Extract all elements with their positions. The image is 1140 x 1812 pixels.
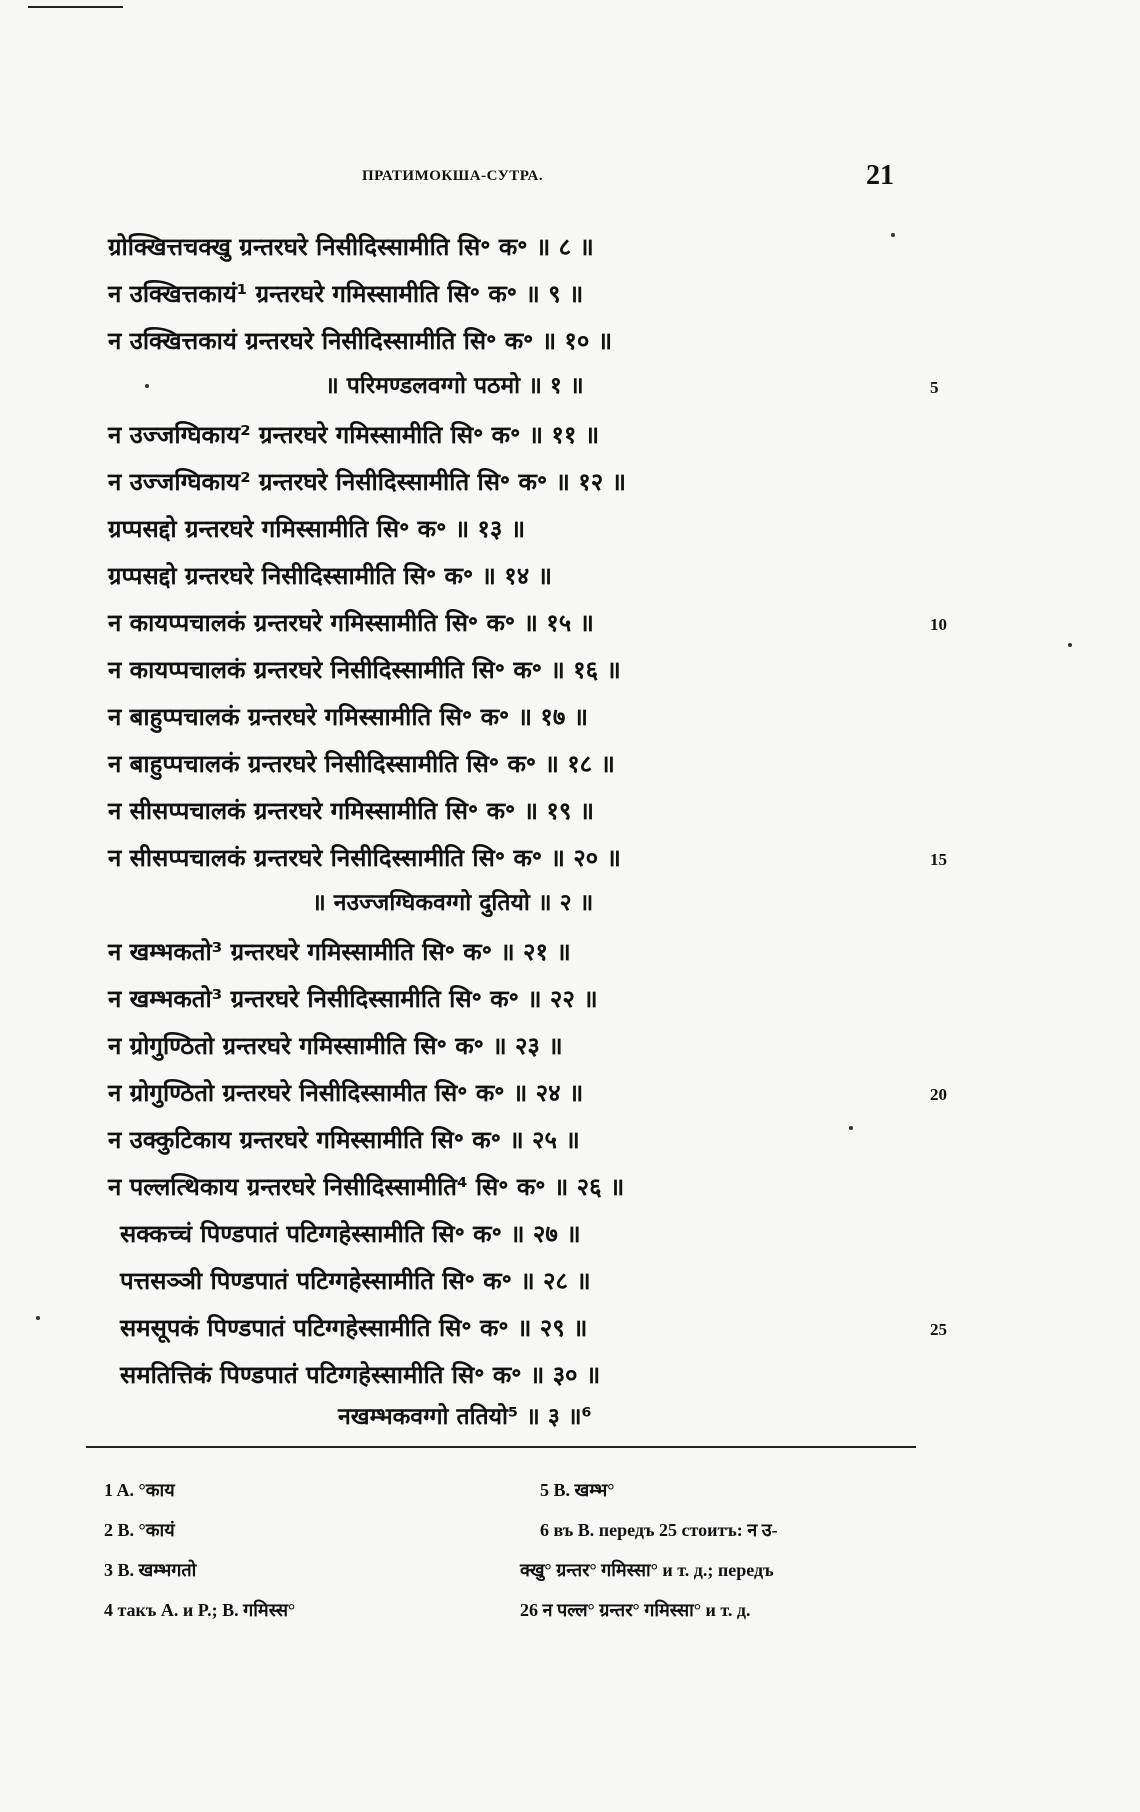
footnote: 6 въ B. передъ 25 стоитъ: न उ- xyxy=(540,1520,778,1540)
margin-line-number: 25 xyxy=(930,1320,947,1339)
footnote: 5 B. खम्भ° xyxy=(540,1480,615,1500)
section-closing-line: ॥ नउज्जग्घिकवग्गो दुतियो ॥ २ ॥ xyxy=(312,890,594,916)
text-line: न बाहुप्पचालकं ग्रन्तरघरे निसीदिस्सामीति सि॰ क॰ ॥ १८ ॥ xyxy=(108,750,615,778)
text-line: न उज्जग्घिकाय² ग्रन्तरघरे गमिस्सामीति सि॰ क॰ ॥ ११ ॥ xyxy=(108,421,600,449)
text-line: न खम्भकतो³ ग्रन्तरघरे निसीदिस्सामीति सि॰ क॰ ॥ २२ ॥ xyxy=(108,985,598,1013)
page-number: 21 xyxy=(866,160,894,191)
margin-line-number: 10 xyxy=(930,615,947,634)
text-line: न उक्कुटिकाय ग्रन्तरघरे गमिस्सामीति सि॰ क॰ ॥ २५ ॥ xyxy=(108,1126,580,1154)
text-line: न ग्रोगुण्ठितो ग्रन्तरघरे निसीदिस्सामीत सि॰ क॰ ॥ २४ ॥ xyxy=(108,1079,584,1107)
scan-speck xyxy=(891,233,895,237)
text-line: न पल्लत्थिकाय ग्रन्तरघरे निसीदिस्सामीति⁴ सि॰ क॰ ॥ २६ ॥ xyxy=(108,1173,625,1201)
text-line: न खम्भकतो³ ग्रन्तरघरे गमिस्सामीति सि॰ क॰ ॥ २१ ॥ xyxy=(108,938,571,966)
footnote-rule xyxy=(86,1446,916,1448)
footnote: 4 такъ A. и P.; B. गमिस्स° xyxy=(104,1600,296,1620)
section-closing-line: ॥ परिमण्डलवग्गो पठमो ॥ १ ॥ xyxy=(325,373,584,399)
text-line: न उज्जग्घिकाय² ग्रन्तरघरे निसीदिस्सामीति सि॰ क॰ ॥ १२ ॥ xyxy=(108,468,626,496)
text-line: ग्रप्पसद्दो ग्रन्तरघरे निसीदिस्सामीति सि॰ क॰ ॥ १४ ॥ xyxy=(108,562,552,590)
margin-line-number: 20 xyxy=(930,1085,947,1104)
text-line: ग्रोक्खित्तचक्खु ग्रन्तरघरे निसीदिस्सामीति सि॰ क॰ ॥ ८ ॥ xyxy=(108,233,594,261)
footnote: क्खु° ग्रन्तर° गमिस्सा° и т. д.; передъ xyxy=(520,1560,774,1580)
margin-line-number: 5 xyxy=(930,378,939,397)
footnote: 3 B. खम्भगतो xyxy=(104,1560,197,1580)
text-line: न ग्रोगुण्ठितो ग्रन्तरघरे गमिस्सामीति सि॰ क॰ ॥ २३ ॥ xyxy=(108,1032,563,1060)
scan-speck xyxy=(145,384,149,388)
text-line: न उक्खित्तकायं ग्रन्तरघरे निसीदिस्सामीति सि॰ क॰ ॥ १० ॥ xyxy=(108,327,613,355)
scan-speck xyxy=(1068,643,1072,647)
text-line: न उक्खित्तकायं¹ ग्रन्तरघरे गमिस्सामीति सि॰ क॰ ॥ ९ ॥ xyxy=(108,280,584,308)
scan-speck xyxy=(36,1316,40,1320)
text-line: ग्रप्पसद्दो ग्रन्तरघरे गमिस्सामीति सि॰ क॰ ॥ १३ ॥ xyxy=(108,515,526,543)
text-line: न सीसप्पचालकं ग्रन्तरघरे निसीदिस्सामीति सि॰ क॰ ॥ २० ॥ xyxy=(108,844,621,872)
text-line: न बाहुप्पचालकं ग्रन्तरघरे गमिस्सामीति सि॰ क॰ ॥ १७ ॥ xyxy=(108,703,589,731)
footnote: 1 A. °काय xyxy=(104,1480,175,1500)
text-line: न कायप्पचालकं ग्रन्तरघरे गमिस्सामीति सि॰ क॰ ॥ १५ ॥ xyxy=(108,609,594,637)
text-line: पत्तसञ्ञी पिण्डपातं पटिग्गहेस्सामीति सि॰ क॰ ॥ २८ ॥ xyxy=(120,1267,591,1295)
text-line: सक्कच्चं पिण्डपातं पटिग्गहेस्सामीति सि॰ क॰ ॥ २७ ॥ xyxy=(120,1220,581,1248)
running-title: ПРАТИМОКША-СУТРА. xyxy=(362,168,544,184)
top-rule xyxy=(28,6,123,8)
scan-speck xyxy=(849,1126,853,1130)
margin-line-number: 15 xyxy=(930,850,947,869)
text-line: समतित्तिकं पिण्डपातं पटिग्गहेस्सामीति सि॰ क॰ ॥ ३० ॥ xyxy=(120,1361,601,1389)
text-line: न सीसप्पचालकं ग्रन्तरघरे गमिस्सामीति सि॰ क॰ ॥ १९ ॥ xyxy=(108,797,595,825)
text-line: न कायप्पचालकं ग्रन्तरघरे निसीदिस्सामीति सि॰ क॰ ॥ १६ ॥ xyxy=(108,656,621,684)
footnote: 2 B. °कायं xyxy=(104,1520,175,1540)
text-line: समसूपकं पिण्डपातं पटिग्गहेस्सामीति सि॰ क॰ ॥ २९ ॥ xyxy=(120,1314,588,1342)
section-closing-line: नखम्भकवग्गो ततियो⁵ ॥ ३ ॥⁶ xyxy=(338,1404,592,1430)
footnote: 26 न पल्ल° ग्रन्तर° गमिस्सा° и т. д. xyxy=(520,1600,751,1620)
